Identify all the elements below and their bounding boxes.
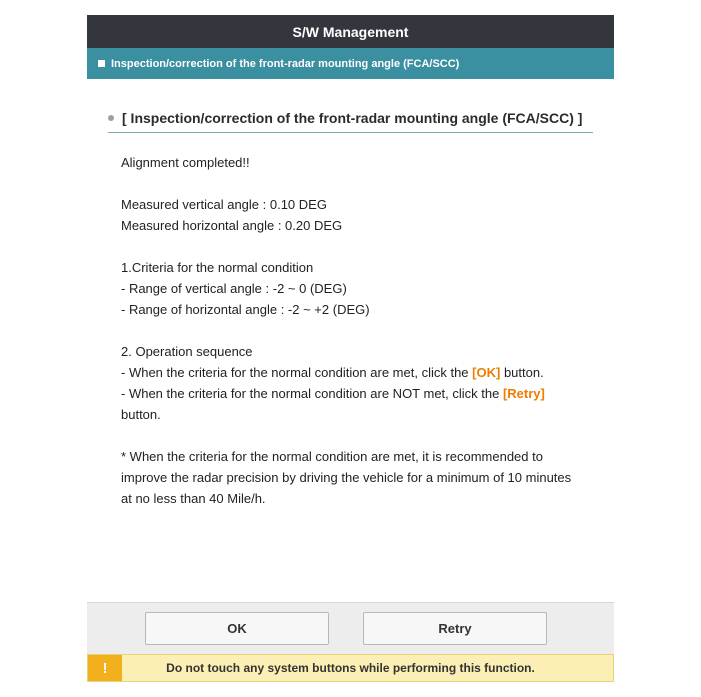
criteria-title: 1.Criteria for the normal condition <box>121 260 314 275</box>
measured-vertical-angle: Measured vertical angle : 0.10 DEG <box>121 197 327 212</box>
seq1-prefix: - When the criteria for the normal condition are met, click the <box>121 365 473 380</box>
subheader-label: Inspection/correction of the front-radar mounting angle (FCA/SCC) <box>111 57 460 70</box>
ok-highlight: [OK] <box>472 365 501 380</box>
sw-management-dialog <box>87 15 614 682</box>
section-heading-text: [ Inspection/correction of the front-radar mounting angle (FCA/SCC) ] <box>122 110 583 126</box>
recommendation-note: * When the criteria for the normal condition are met, it is recommended to improve the radar precision by driving the vehicle for a minimum of 10 minutes at no less than 40 Mile/h. <box>121 449 572 506</box>
retry-button[interactable]: Retry <box>363 612 547 645</box>
seq1-suffix: button. <box>500 365 544 380</box>
section-heading <box>108 108 593 133</box>
measured-horizontal-angle: Measured horizontal angle : 0.20 DEG <box>121 218 343 233</box>
ok-button[interactable]: OK <box>145 612 329 645</box>
criteria-vertical: - Range of vertical angle : -2 ~ 0 (DEG) <box>121 281 347 296</box>
warning-text: Do not touch any system buttons while performing this function. <box>166 661 535 675</box>
button-bar <box>87 602 614 654</box>
warning-icon: ! <box>88 655 122 681</box>
warning-banner <box>87 654 614 682</box>
circle-bullet-icon <box>108 115 114 121</box>
sequence-title: 2. Operation sequence <box>121 344 253 359</box>
window-title-text: S/W Management <box>292 23 409 40</box>
seq2-prefix: - When the criteria for the normal condition are NOT met, click the <box>121 386 503 401</box>
window-title <box>87 15 614 48</box>
criteria-horizontal: - Range of horizontal angle : -2 ~ +2 (DEG) <box>121 302 370 317</box>
sequence-step-retry <box>121 383 581 425</box>
status-text: Alignment completed!! <box>121 155 250 170</box>
instruction-content <box>121 152 581 509</box>
retry-highlight: [Retry] <box>502 386 545 401</box>
square-bullet-icon <box>98 60 105 67</box>
seq2-suffix: button. <box>121 407 161 422</box>
sequence-step-ok <box>121 362 581 383</box>
subheader-bar <box>87 48 614 79</box>
